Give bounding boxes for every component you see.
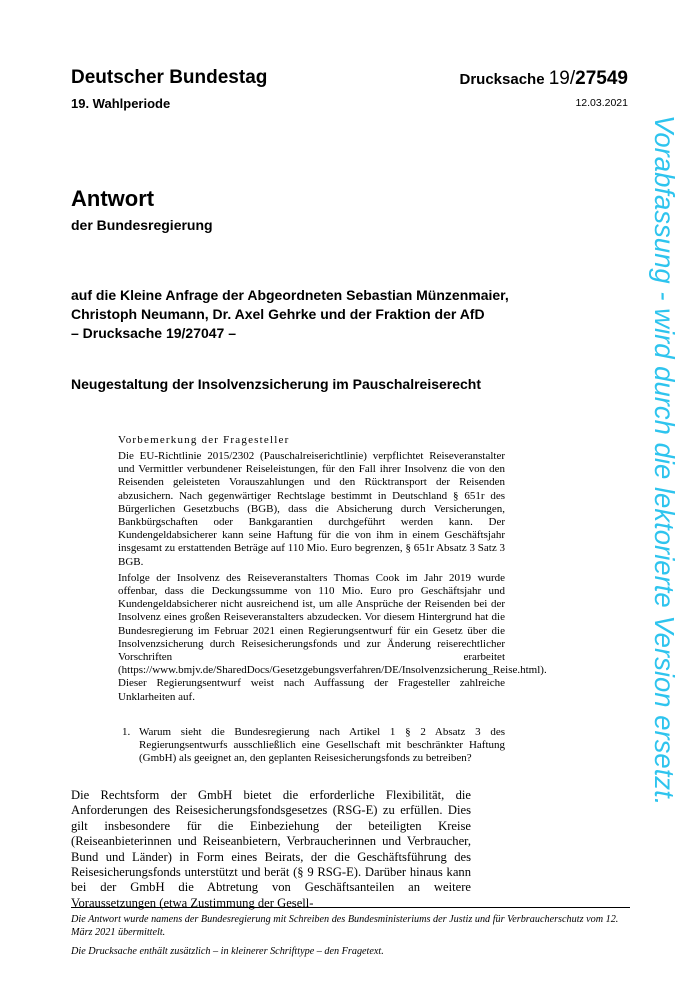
inquiry-line-3: – Drucksache 19/27047 –	[71, 325, 237, 341]
wahlperiode-label: 19. Wahlperiode	[71, 96, 171, 111]
institution-title: Deutscher Bundestag	[71, 67, 268, 88]
footer-divider	[71, 907, 630, 908]
question-block	[118, 726, 505, 766]
preliminary-remark-paragraph: Infolge der Insolvenz des Reiseveranstalters Thomas Cook im Jahr 2019 wurde offenbar, dass die Deckungssumme von 110 Mio. Euro pro Geschäftsjahr und Kundengeldabsicherer nicht ausreichend ist, um alle Ansprüche der Reisenden bei der Insolvenz eines großen Reiseveranstalters abzudecken. Vor diesem Hintergrund hat die Bundesregierung im Februar 2021 einen Regierungsentwurf für ein Gesetz über die Insolvenzsicherung durch Reisesicherungsfonds und zur Änderung reiserechtlicher Vorschriften erarbeitet (https://www.bmjv.de/SharedDocs/Gesetzgebungsverfahren/DE/Insolvenzsicherung_Reise.html). Dieser Regierungsentwurf weist nach Auffassung der Fragesteller zahlreiche Unklarheiten auf.	[118, 571, 547, 703]
question-number: 1.	[122, 726, 131, 738]
drucksache-prefix: 19/	[548, 68, 576, 89]
drucksache-number	[460, 68, 629, 90]
inquiry-line-2: Christoph Neumann, Dr. Axel Gehrke und der Fraktion der AfD	[71, 306, 485, 322]
document-type-heading: Antwort	[71, 186, 155, 211]
footer-transmission-note: Die Antwort wurde namens der Bundesregierung mit Schreiben des Bundesministeriums der Justiz und für Verbraucherschutz vom 12. März 2021 übermittelt.	[71, 914, 619, 938]
subject-heading: Neugestaltung der Insolvenzsicherung im Pauschalreiserecht	[71, 376, 482, 392]
question-text: Warum sieht die Bundesregierung nach Artikel 1 § 2 Absatz 3 des Regierungsentwurfs ausschließlich eine Gesellschaft mit beschränkter Haftung (GmbH) als geeignet an, den geplanten Reisesicherungsfonds zu betreiben?	[139, 726, 505, 765]
document-date: 12.03.2021	[575, 97, 628, 109]
answer-text: Die Rechtsform der GmbH bietet die erforderliche Flexibilität, die Anforderungen des Reisesicherungsfondsgesetzes (RSG-E) zu erfüllen. Dies gilt insbesondere für die Einbeziehung der beteiligten Kreise (Reiseanbieterinnen und Reiseanbietern, Verbraucherinnen und Verbraucher, Bund und Länder) in Form eines Beirats, der die Geschäftsführung des Reisesicherungsfonds unterstützt und berät (§ 9 RSG-E). Darüber hinaus kann bei der GmbH die Abtretung von Geschäftsanteilen an weitere Voraussetzungen (etwa Zustimmung der Gesell-	[71, 788, 471, 910]
inquiry-line-1: auf die Kleine Anfrage der Abgeordneten Sebastian Münzenmaier,	[71, 287, 509, 303]
preliminary-remark-paragraph: Die EU-Richtlinie 2015/2302 (Pauschalreiserichtlinie) verpflichtet Reiseveranstalter und Vermittler verbundener Reiseleistungen, für den Fall ihrer Insolvenz die von den Reisenden geleisteten Vorauszahlungen und den Rücktransport der Reisenden abzusichern. Nach gegenwärtiger Rechtslage bestimmt in Deutschland § 651r des Bürgerlichen Gesetzbuchs (BGB), dass die Absicherung durch Versicherungen, Bankbürgschaften oder Bankgarantien durchgeführt werden kann. Der Kundengeldabsicherer kann seine Haftung für die von ihm in einem Geschäftsjahr insgesamt zu erstattenden Beträge auf 110 Mio. Euro begrenzen, § 651r Absatz 3 Satz 3 BGB.	[118, 450, 505, 568]
preliminary-remark-heading: Vorbemerkung der Fragesteller	[118, 434, 290, 446]
drucksache-label: Drucksache	[459, 71, 545, 88]
preliminary-remark	[118, 434, 547, 707]
draft-watermark-text: Vorabfassung - wird durch die lektorierte Version ersetzt.	[649, 115, 680, 806]
document-author: der Bundesregierung	[71, 217, 213, 233]
footer-fragetext-note: Die Drucksache enthält zusätzlich – in kleinerer Schrifttype – den Fragetext.	[71, 946, 384, 957]
drucksache-id: 27549	[575, 68, 628, 89]
inquiry-reference	[71, 286, 541, 343]
